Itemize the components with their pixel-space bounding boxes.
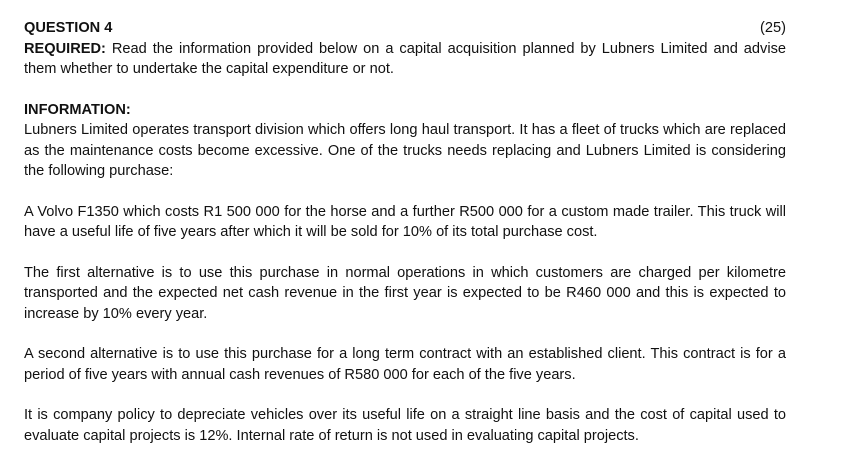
required-label: REQUIRED: — [24, 40, 106, 57]
question-marks: (25) — [760, 20, 786, 36]
question-document — [24, 18, 786, 446]
question-title: QUESTION 4 — [24, 20, 113, 36]
policy-paragraph: It is company policy to depreciate vehicles over its useful life on a straight line basis and the cost of capital used to evaluate capital projects is 12%. Internal rate of return is not used in evaluating capital projects. — [24, 407, 786, 444]
information-intro: Lubners Limited operates transport division which offers long haul transport. It has a fleet of trucks which are replaced as the maintenance costs become excessive. One of the trucks needs replacing and Lubners Limited is considering the following purchase: — [24, 122, 786, 179]
purchase-paragraph: A Volvo F1350 which costs R1 500 000 for the horse and a further R500 000 for a custom made trailer. This truck will have a useful life of five years after which it will be sold for 10% of its total purchase cost. — [24, 203, 786, 240]
alternative-2-paragraph: A second alternative is to use this purchase for a long term contract with an established client. This contract is for a period of five years with annual cash revenues of R580 000 for each of the five years. — [24, 346, 786, 383]
question-header — [24, 18, 786, 39]
required-paragraph — [24, 39, 786, 80]
required-text: Read the information provided below on a capital acquisition planned by Lubners Limited and advise them whether to undertake the capital expenditure or not. — [24, 40, 786, 77]
alternative-1-paragraph: The first alternative is to use this purchase in normal operations in which customers are charged per kilometre transported and the expected net cash revenue in the first year is expected to be R460 000 and this is expected to increase by 10% every year. — [24, 264, 786, 322]
information-heading: INFORMATION: — [24, 101, 131, 118]
